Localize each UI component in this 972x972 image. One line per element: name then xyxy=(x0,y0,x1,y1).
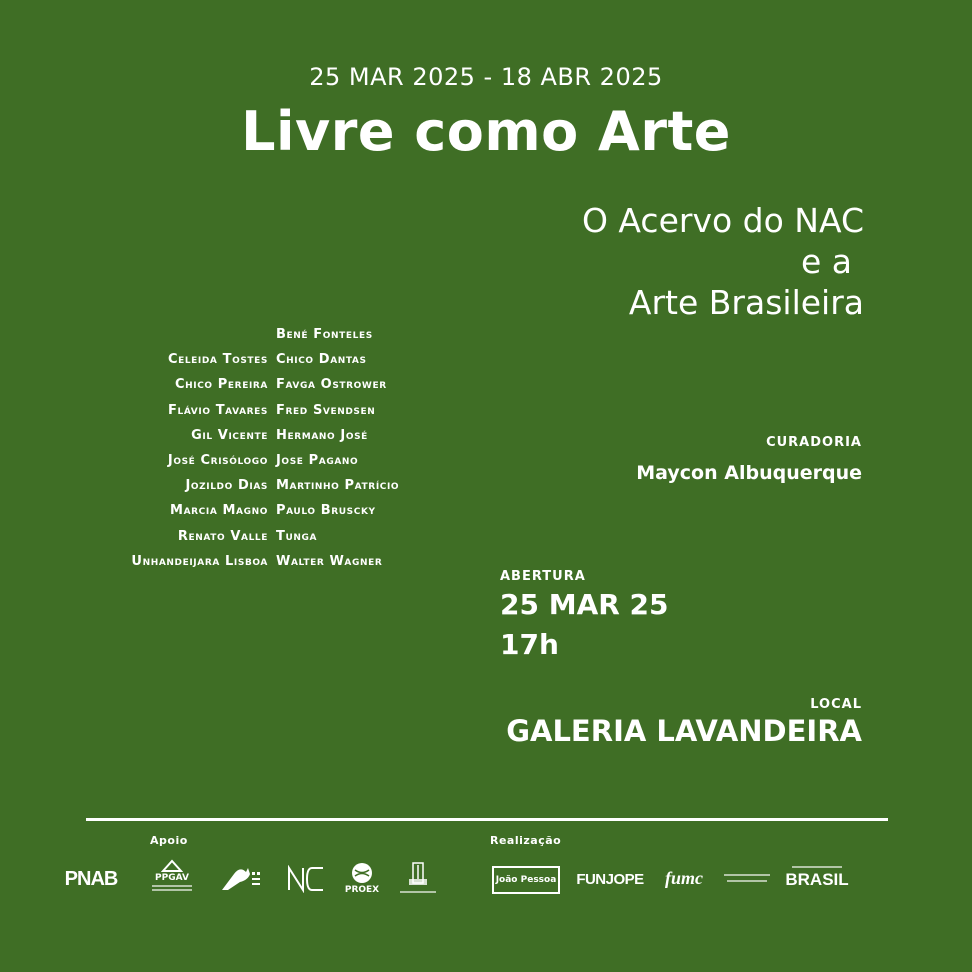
ppgav-emblem-icon xyxy=(161,859,183,873)
artist-name: Paulo Bruscky xyxy=(276,503,376,519)
governo-federal-logo: BRASIL xyxy=(782,862,852,894)
footer-divider xyxy=(86,818,888,821)
artist-name: Celeida Tostes xyxy=(167,352,268,368)
artist-name: Tunga xyxy=(276,528,318,544)
curadoria-label: CURADORIA xyxy=(766,435,862,450)
artist-name: José Crisólogo xyxy=(167,452,268,468)
ppgav-logo: PPGAV xyxy=(146,852,198,898)
ministerio-cultura-logo xyxy=(722,868,772,888)
artist-name: Chico Dantas xyxy=(276,352,367,368)
proex-logo: PROEX xyxy=(342,856,382,900)
artist-name: Martinho Patrício xyxy=(276,478,400,494)
artist-name: Walter Wagner xyxy=(276,553,383,569)
bird-icon xyxy=(218,862,264,894)
subtitle-line-3: Arte Brasileira xyxy=(628,283,864,322)
subtitle-line-1: O Acervo do NAC xyxy=(581,201,864,240)
artist-name: Marcia Magno xyxy=(170,503,268,519)
artist-list-left xyxy=(131,322,268,574)
artist-list-right xyxy=(276,322,399,574)
artist-name: Bené Fonteles xyxy=(276,327,373,342)
nac-icon xyxy=(286,865,326,893)
artist-name: Gil Vicente xyxy=(191,427,268,443)
event-title: Livre como Arte xyxy=(241,100,731,163)
university-crest-logo xyxy=(398,854,438,900)
fumc-logo: fumc xyxy=(665,867,703,888)
artist-name: Renato Valle xyxy=(177,528,268,544)
proex-globe-icon xyxy=(350,861,374,885)
nac-logo xyxy=(284,862,328,896)
artist-name: Chico Pereira xyxy=(174,377,268,393)
funjope-logo: FUNJOPE xyxy=(576,870,644,888)
crest-icon xyxy=(405,861,431,889)
artist-name: Jozildo Dias xyxy=(185,478,268,494)
bird-logo xyxy=(216,860,266,896)
artist-name: Flávio Tavares xyxy=(168,402,268,418)
joao-pessoa-logo: João Pessoa xyxy=(492,866,560,894)
abertura-time: 17h xyxy=(500,628,559,661)
venue-name: GALERIA LAVANDEIRA xyxy=(506,714,862,748)
curator-name: Maycon Albuquerque xyxy=(636,462,862,484)
artist-name: Jose Pagano xyxy=(276,452,359,468)
artist-name: Favga Ostrower xyxy=(276,377,387,393)
pnab-logo: PNAB xyxy=(64,867,118,890)
abertura-date: 25 MAR 25 xyxy=(500,588,669,621)
artist-name: Hermano José xyxy=(276,427,368,443)
subtitle-line-2: e a xyxy=(800,242,852,281)
apoio-label: Apoio xyxy=(150,834,188,847)
event-dates: 25 MAR 2025 - 18 ABR 2025 xyxy=(309,63,663,91)
artist-name: Fred Svendsen xyxy=(276,402,376,418)
local-label: LOCAL xyxy=(810,697,862,712)
artist-name: Unhandeijara Lisboa xyxy=(131,553,268,569)
realizacao-label: Realização xyxy=(490,834,562,847)
abertura-label: ABERTURA xyxy=(500,569,586,584)
